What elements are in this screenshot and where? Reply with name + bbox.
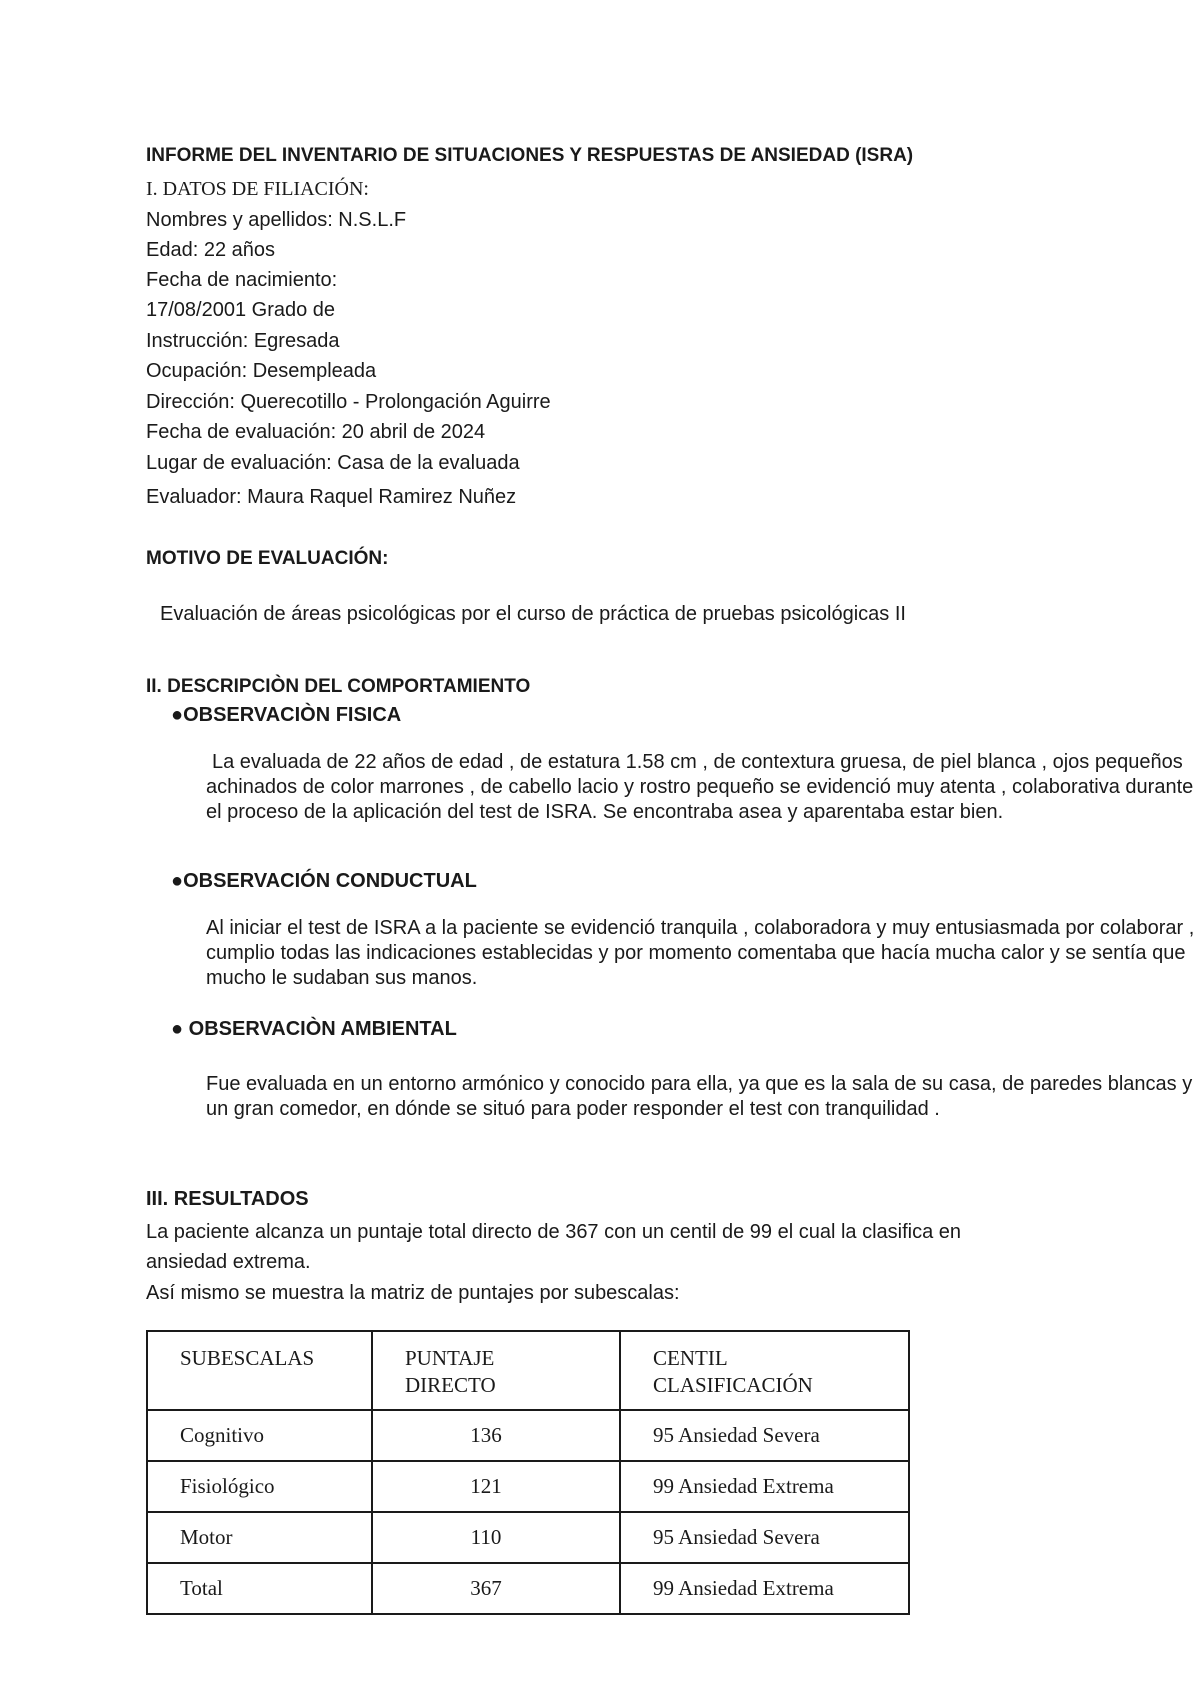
info-line-age: Edad: 22 años — [146, 239, 275, 261]
observacion-fisica-heading: ●OBSERVACIÒN FISICA — [171, 704, 402, 726]
observacion-conductual-heading: ●OBSERVACIÓN CONDUCTUAL — [171, 870, 477, 892]
section-1-heading: I. DATOS DE FILIACIÓN: — [146, 178, 369, 200]
info-line-birth-date: 17/08/2001 Grado de — [146, 299, 336, 321]
info-line-address: Dirección: Querecotillo - Prolongación Aguirre — [146, 391, 551, 413]
cell-subescala: Motor — [180, 1525, 233, 1549]
table-row — [147, 1461, 909, 1512]
header-puntaje-directo: PUNTAJE DIRECTO — [372, 1331, 620, 1410]
observacion-ambiental-text: Fue evaluada en un entorno armónico y conocido para ella, ya que es la sala de su casa, de paredes blancas y un gran comedor, en dónde se situó para poder responder el test con tranquilidad . — [206, 1073, 1193, 1120]
info-line-evaluator: Evaluador: Maura Raquel Ramirez Nuñez — [146, 486, 517, 508]
header-subescalas: SUBESCALAS — [147, 1331, 372, 1410]
info-line-name: Nombres y apellidos: N.S.L.F — [146, 209, 407, 231]
cell-subescala: Cognitivo — [180, 1423, 265, 1447]
results-table — [146, 1330, 910, 1615]
cell-centil: 95 Ansiedad Severa — [653, 1525, 820, 1549]
cell-centil: 95 Ansiedad Severa — [653, 1423, 820, 1447]
cell-centil: 99 Ansiedad Extrema — [653, 1576, 834, 1600]
info-line-eval-date: Fecha de evaluación: 20 abril de 2024 — [146, 421, 486, 443]
results-line-2: ansiedad extrema. — [146, 1251, 311, 1273]
table-row — [147, 1563, 909, 1614]
section-3-heading: III. RESULTADOS — [146, 1188, 309, 1210]
cell-puntaje: 110 — [470, 1525, 502, 1549]
observacion-fisica-text: La evaluada de 22 años de edad , de estatura 1.58 cm , de contextura gruesa, de piel blanca , ojos pequeños achinados de color marrones , de cabello lacio y rostro pequeño se evidenció muy atenta , colaborativa durante el proceso de la aplicación del test de ISRA. Se encontraba asea y aparentaba estar bien. — [206, 751, 1194, 823]
cell-puntaje: 367 — [470, 1576, 502, 1600]
observacion-ambiental-heading: ● OBSERVACIÒN AMBIENTAL — [171, 1018, 457, 1040]
info-line-eval-place: Lugar de evaluación: Casa de la evaluada — [146, 452, 520, 474]
table-header-row — [147, 1331, 909, 1410]
report-title: INFORME DEL INVENTARIO DE SITUACIONES Y RESPUESTAS DE ANSIEDAD (ISRA) — [146, 145, 914, 166]
results-line-3: Así mismo se muestra la matriz de puntajes por subescalas: — [146, 1282, 680, 1304]
info-line-birth-label: Fecha de nacimiento: — [146, 269, 338, 291]
motivo-text: Evaluación de áreas psicológicas por el curso de práctica de pruebas psicológicas II — [160, 603, 906, 625]
info-line-occupation: Ocupación: Desempleada — [146, 360, 377, 382]
results-line-1: La paciente alcanza un puntaje total directo de 367 con un centil de 99 el cual la clasifica en — [146, 1221, 961, 1243]
motivo-heading: MOTIVO DE EVALUACIÓN: — [146, 548, 389, 569]
cell-subescala: Fisiológico — [180, 1474, 275, 1498]
table-row — [147, 1512, 909, 1563]
cell-puntaje: 136 — [470, 1423, 502, 1447]
header-centil-clasificacion: CENTIL CLASIFICACIÓN — [620, 1331, 909, 1410]
info-line-instruction: Instrucción: Egresada — [146, 330, 340, 352]
cell-centil: 99 Ansiedad Extrema — [653, 1474, 834, 1498]
section-2-heading: II. DESCRIPCIÒN DEL COMPORTAMIENTO — [146, 676, 531, 697]
cell-subescala: Total — [180, 1576, 223, 1600]
table-row — [147, 1410, 909, 1461]
cell-puntaje: 121 — [470, 1474, 502, 1498]
observacion-conductual-text: Al iniciar el test de ISRA a la paciente se evidenció tranquila , colaboradora y muy entusiasmada por colaborar , cumplio todas las indicaciones establecidas y por momento comentaba que hacía mucha calor y se sentía que mucho le sudaban sus manos. — [206, 917, 1195, 989]
